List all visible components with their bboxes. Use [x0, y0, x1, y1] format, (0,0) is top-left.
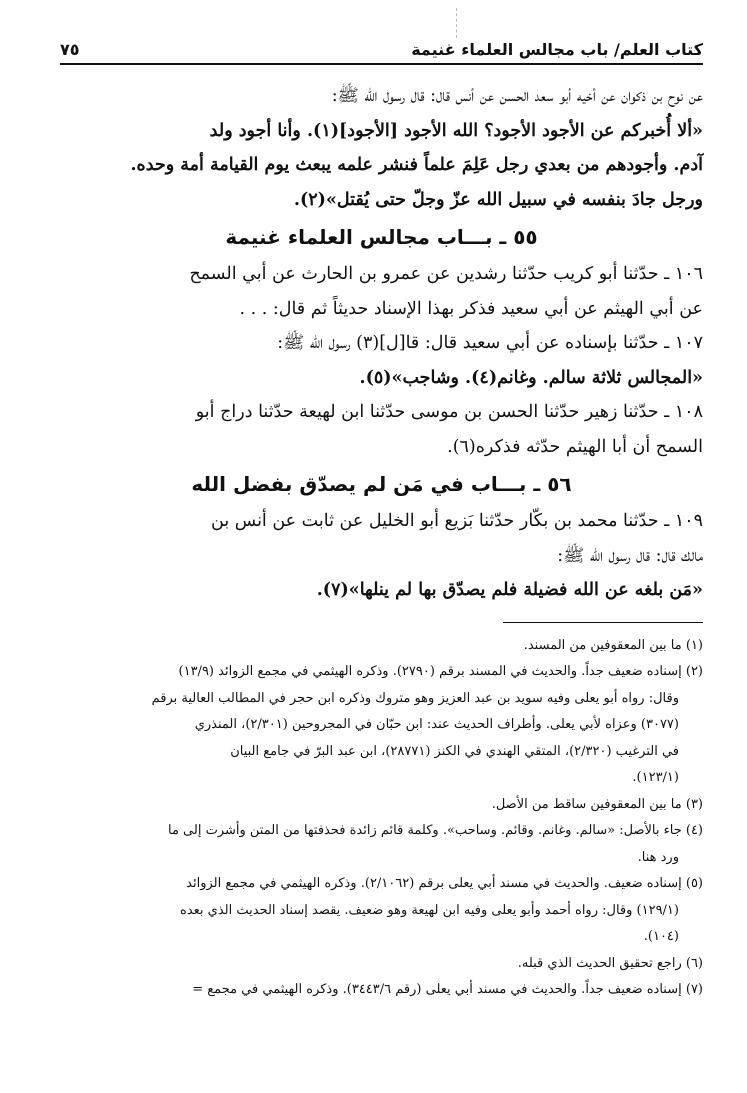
- text-line: ١٠٩ ـ حدّثنا محمد بن بكّار حدّثنا بَزيع أبو الخليل عن ثابت عن أنس بن: [211, 511, 703, 531]
- text-line: عن أبي الهيثم عن أبي سعيد فذكر بهذا الإسناد حديثاً ثم قال: . . .: [239, 298, 703, 319]
- chapter-heading-56: ٥٦ ـ بـــاب في مَن لم يصدّق بفضل الله: [191, 472, 572, 496]
- text-line: ١٠٧ ـ حدّثنا بإسناده عن أبي سعيد قال: قا[ل](٣) رسول الله ﷺ:: [277, 333, 703, 353]
- running-header: [60, 40, 703, 65]
- footnote: (١) ما بين المعقوفين من المسند.: [523, 637, 703, 653]
- text-line-hadith: «ألا أُخبركم عن الأجود الأجود؟ الله الأجود [الأجود](١). وأنا أجود ولد: [209, 120, 703, 141]
- footnote: (٦) راجع تحقيق الحديث الذي قبله.: [517, 955, 703, 971]
- footnote: (٥) إسناده ضعيف. والحديث في مسند أبي يعلى برقم (٢/١٠٦٢). وذكره الهيثمي في مجمع الزوائد: [186, 876, 703, 891]
- footnotes: [60, 633, 703, 1004]
- text-line: السمح أن أبا الهيثم حدّثه فذكره(٦).: [447, 436, 703, 457]
- main-text: [60, 79, 703, 608]
- footnote-continuation: (١٠٤).: [643, 929, 679, 944]
- book-page: [60, 40, 703, 1004]
- footnote: (٧) إسناده ضعيف جداً. والحديث في مسند أبي يعلى (رقم ٣٤٤٣/٦). وذكره الهيثمي في مجمع =: [192, 982, 703, 997]
- page-number: ٧٥: [60, 40, 80, 59]
- text-line: ١٠٦ ـ حدّثنا أبو كريب حدّثنا رشدين عن عمرو بن الحارث عن أبي السمح: [189, 264, 703, 284]
- footnote-continuation: (١٢٩/١) وقال: رواه أحمد وأبو يعلى وفيه ابن لهيعة وهو ضعيف. يقصد إسناد الحديث الذي بعده: [180, 902, 679, 918]
- text-line: ١٠٨ ـ حدّثنا زهير حدّثنا الحسن بن موسى حدّثنا ابن لهيعة حدّثنا دراج أبو: [195, 402, 703, 422]
- chapter-heading-55: ٥٥ ـ بـــاب مجالس العلماء غنيمة: [225, 225, 538, 249]
- text-line-hadith: «مَن بلغه عن الله فضيلة فلم يصدّق بها لم ينلها»(٧).: [316, 580, 703, 600]
- footnote-continuation: (١٢٣/١).: [632, 770, 679, 785]
- footnote: (٣) ما بين المعقوفين ساقط من الأصل.: [491, 796, 703, 812]
- page-gutter-mark: [456, 8, 457, 38]
- text-line: مالك قال: قال رسول الله ﷺ:: [557, 545, 703, 566]
- text-line-hadith: «المجالس ثلاثة سالم. وغانم(٤). وشاجب»(٥).: [359, 367, 703, 388]
- text-line-hadith: آدم. وأجودهم من بعدي رجل عَلِمَ علماً فنشر علمه يبعث يوم القيامة أمة وحده.: [130, 155, 703, 175]
- footnote-continuation: في الترغيب (٢/٣٢٠)، المتقي الهندي في الكنز (٢٨٧٧١)، ابن عبد البرّ في جامع البيان: [230, 743, 679, 759]
- footnote: (٤) جاء بالأصل: «سالم. وغانم. وقائم. وساحب». وكلمة قائم زائدة فحذفتها من المتن وأشرت إلى ما: [167, 823, 703, 838]
- footnote: (٢) إسناده ضعيف جداً. والحديث في المسند برقم (٢٧٩٠). وذكره الهيثمي في مجمع الزوائد (١٣/٩): [178, 664, 703, 679]
- footnote-continuation: وقال: رواه أبو يعلى وفيه سويد بن عبد العزيز وهو متروك وذكره ابن حجر في المطالب العالية برقم: [151, 690, 679, 706]
- text-line: عن نوح بن ذكوان عن أخيه أبو سعد الحسن عن أنس قال: قال رسول الله ﷺ:: [331, 86, 703, 106]
- footnote-separator: [503, 622, 703, 623]
- footnote-continuation: ورد هنا.: [637, 849, 679, 865]
- text-line-hadith: ورجل جادَ بنفسه في سبيل الله عزّ وجلّ حتى يُقتل»(٢).: [293, 189, 703, 210]
- footnote-continuation: (٣٠٧٧) وعزاه لأبي يعلى. وأطراف الحديث عند: ابن حبّان في المجروحين (٢/٣٠١)، المنذري: [194, 717, 679, 732]
- header-title: كتاب العلم/ باب مجالس العلماء غنيمة: [411, 40, 703, 59]
